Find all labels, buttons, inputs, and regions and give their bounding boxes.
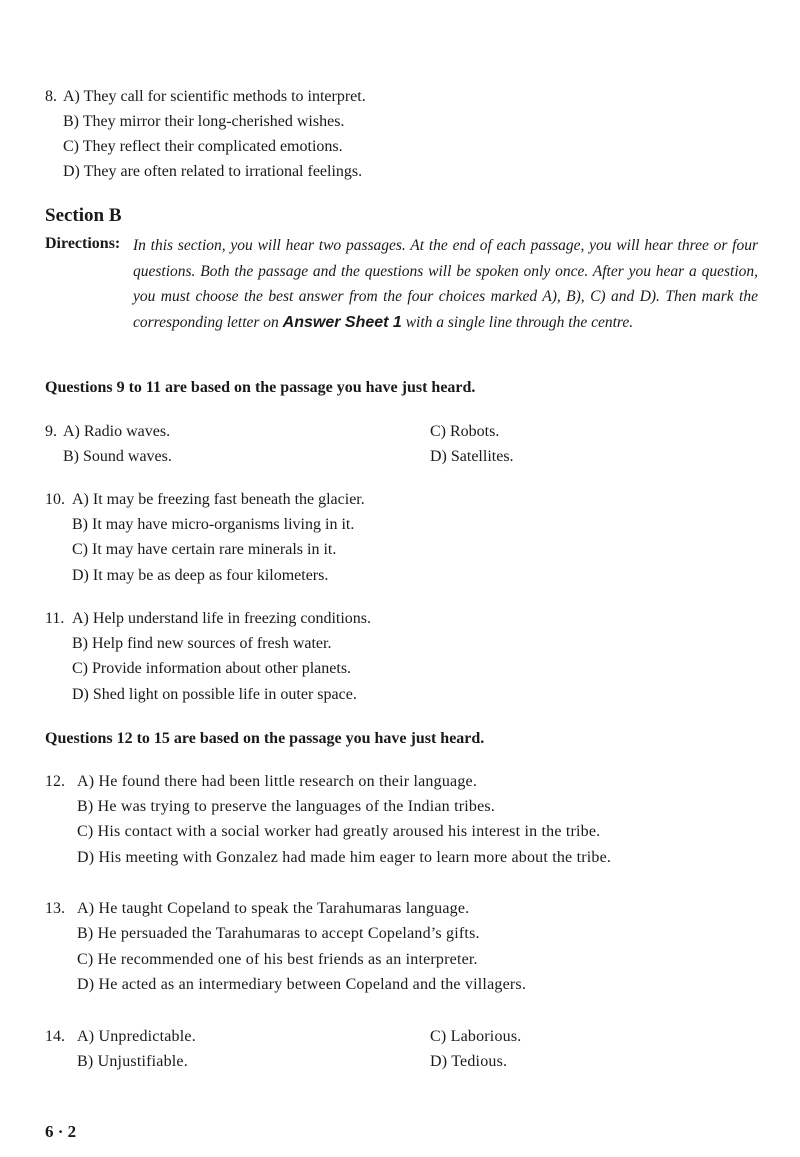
directions-text-part-2: with a single line through the centre. xyxy=(401,313,634,331)
option-d: D) It may be as deep as four kilometers. xyxy=(72,567,329,584)
option-b: B) He was trying to preserve the languages of the Indian tribes. xyxy=(77,798,496,815)
section-title: Section B xyxy=(45,205,122,226)
option-b: B) He persuaded the Tarahumaras to accept Copeland’s gifts. xyxy=(77,925,480,942)
option-a: A) He found there had been little research on their language. xyxy=(77,773,478,790)
option-b: B) They mirror their long-cherished wishes. xyxy=(63,113,345,130)
option-d: D) Shed light on possible life in outer space. xyxy=(72,686,357,703)
option-a: A) Radio waves. xyxy=(63,423,171,440)
question-number: 9. xyxy=(45,423,57,440)
option-d: D) Satellites. xyxy=(430,448,514,465)
option-a: A) Unpredictable. xyxy=(77,1028,196,1045)
option-c: C) He recommended one of his best friends as an interpreter. xyxy=(77,951,478,968)
option-a: A) It may be freezing fast beneath the glacier. xyxy=(72,491,365,508)
group-heading-12-15: Questions 12 to 15 are based on the passage you have just heard. xyxy=(45,730,485,747)
question-number: 14. xyxy=(45,1028,65,1045)
directions-text-part-1: In this section, you will hear two passages. At the end of each passage, you will hear three or four questions. Both the passage and the questions will be spoken only once. After you hear a question, you must choose the best answer from the four choices marked A), B), C) and D). Then mark the corresponding letter on xyxy=(133,237,758,331)
option-d: D) He acted as an intermediary between Copeland and the villagers. xyxy=(77,976,527,993)
option-d: D) His meeting with Gonzalez had made him eager to learn more about the tribe. xyxy=(77,849,612,866)
group-heading-9-11: Questions 9 to 11 are based on the passage you have just heard. xyxy=(45,379,476,396)
option-b: B) Sound waves. xyxy=(63,448,172,465)
directions-label: Directions: xyxy=(45,235,121,252)
option-c: C) Robots. xyxy=(430,423,500,440)
option-c: C) It may have certain rare minerals in it. xyxy=(72,541,337,558)
directions-text xyxy=(133,233,758,335)
option-b: B) Help find new sources of fresh water. xyxy=(72,635,332,652)
option-c: C) Provide information about other planets. xyxy=(72,660,352,677)
question-number: 13. xyxy=(45,900,65,917)
option-a: A) They call for scientific methods to interpret. xyxy=(63,88,366,105)
option-b: B) Unjustifiable. xyxy=(77,1053,188,1070)
question-number: 8. xyxy=(45,88,57,105)
option-d: D) Tedious. xyxy=(430,1053,508,1070)
page-number: 6 · 2 xyxy=(45,1122,77,1141)
option-c: C) They reflect their complicated emotions. xyxy=(63,138,343,155)
question-number: 11. xyxy=(45,610,65,627)
question-number: 12. xyxy=(45,773,65,790)
option-b: B) It may have micro-organisms living in it. xyxy=(72,516,355,533)
option-a: A) Help understand life in freezing conditions. xyxy=(72,610,372,627)
option-d: D) They are often related to irrational feelings. xyxy=(63,163,363,180)
option-c: C) His contact with a social worker had greatly aroused his interest in the tribe. xyxy=(77,823,601,840)
answer-sheet-ref: Answer Sheet 1 xyxy=(282,313,402,331)
option-c: C) Laborious. xyxy=(430,1028,522,1045)
question-number: 10. xyxy=(45,491,65,508)
option-a: A) He taught Copeland to speak the Tarahumaras language. xyxy=(77,900,470,917)
